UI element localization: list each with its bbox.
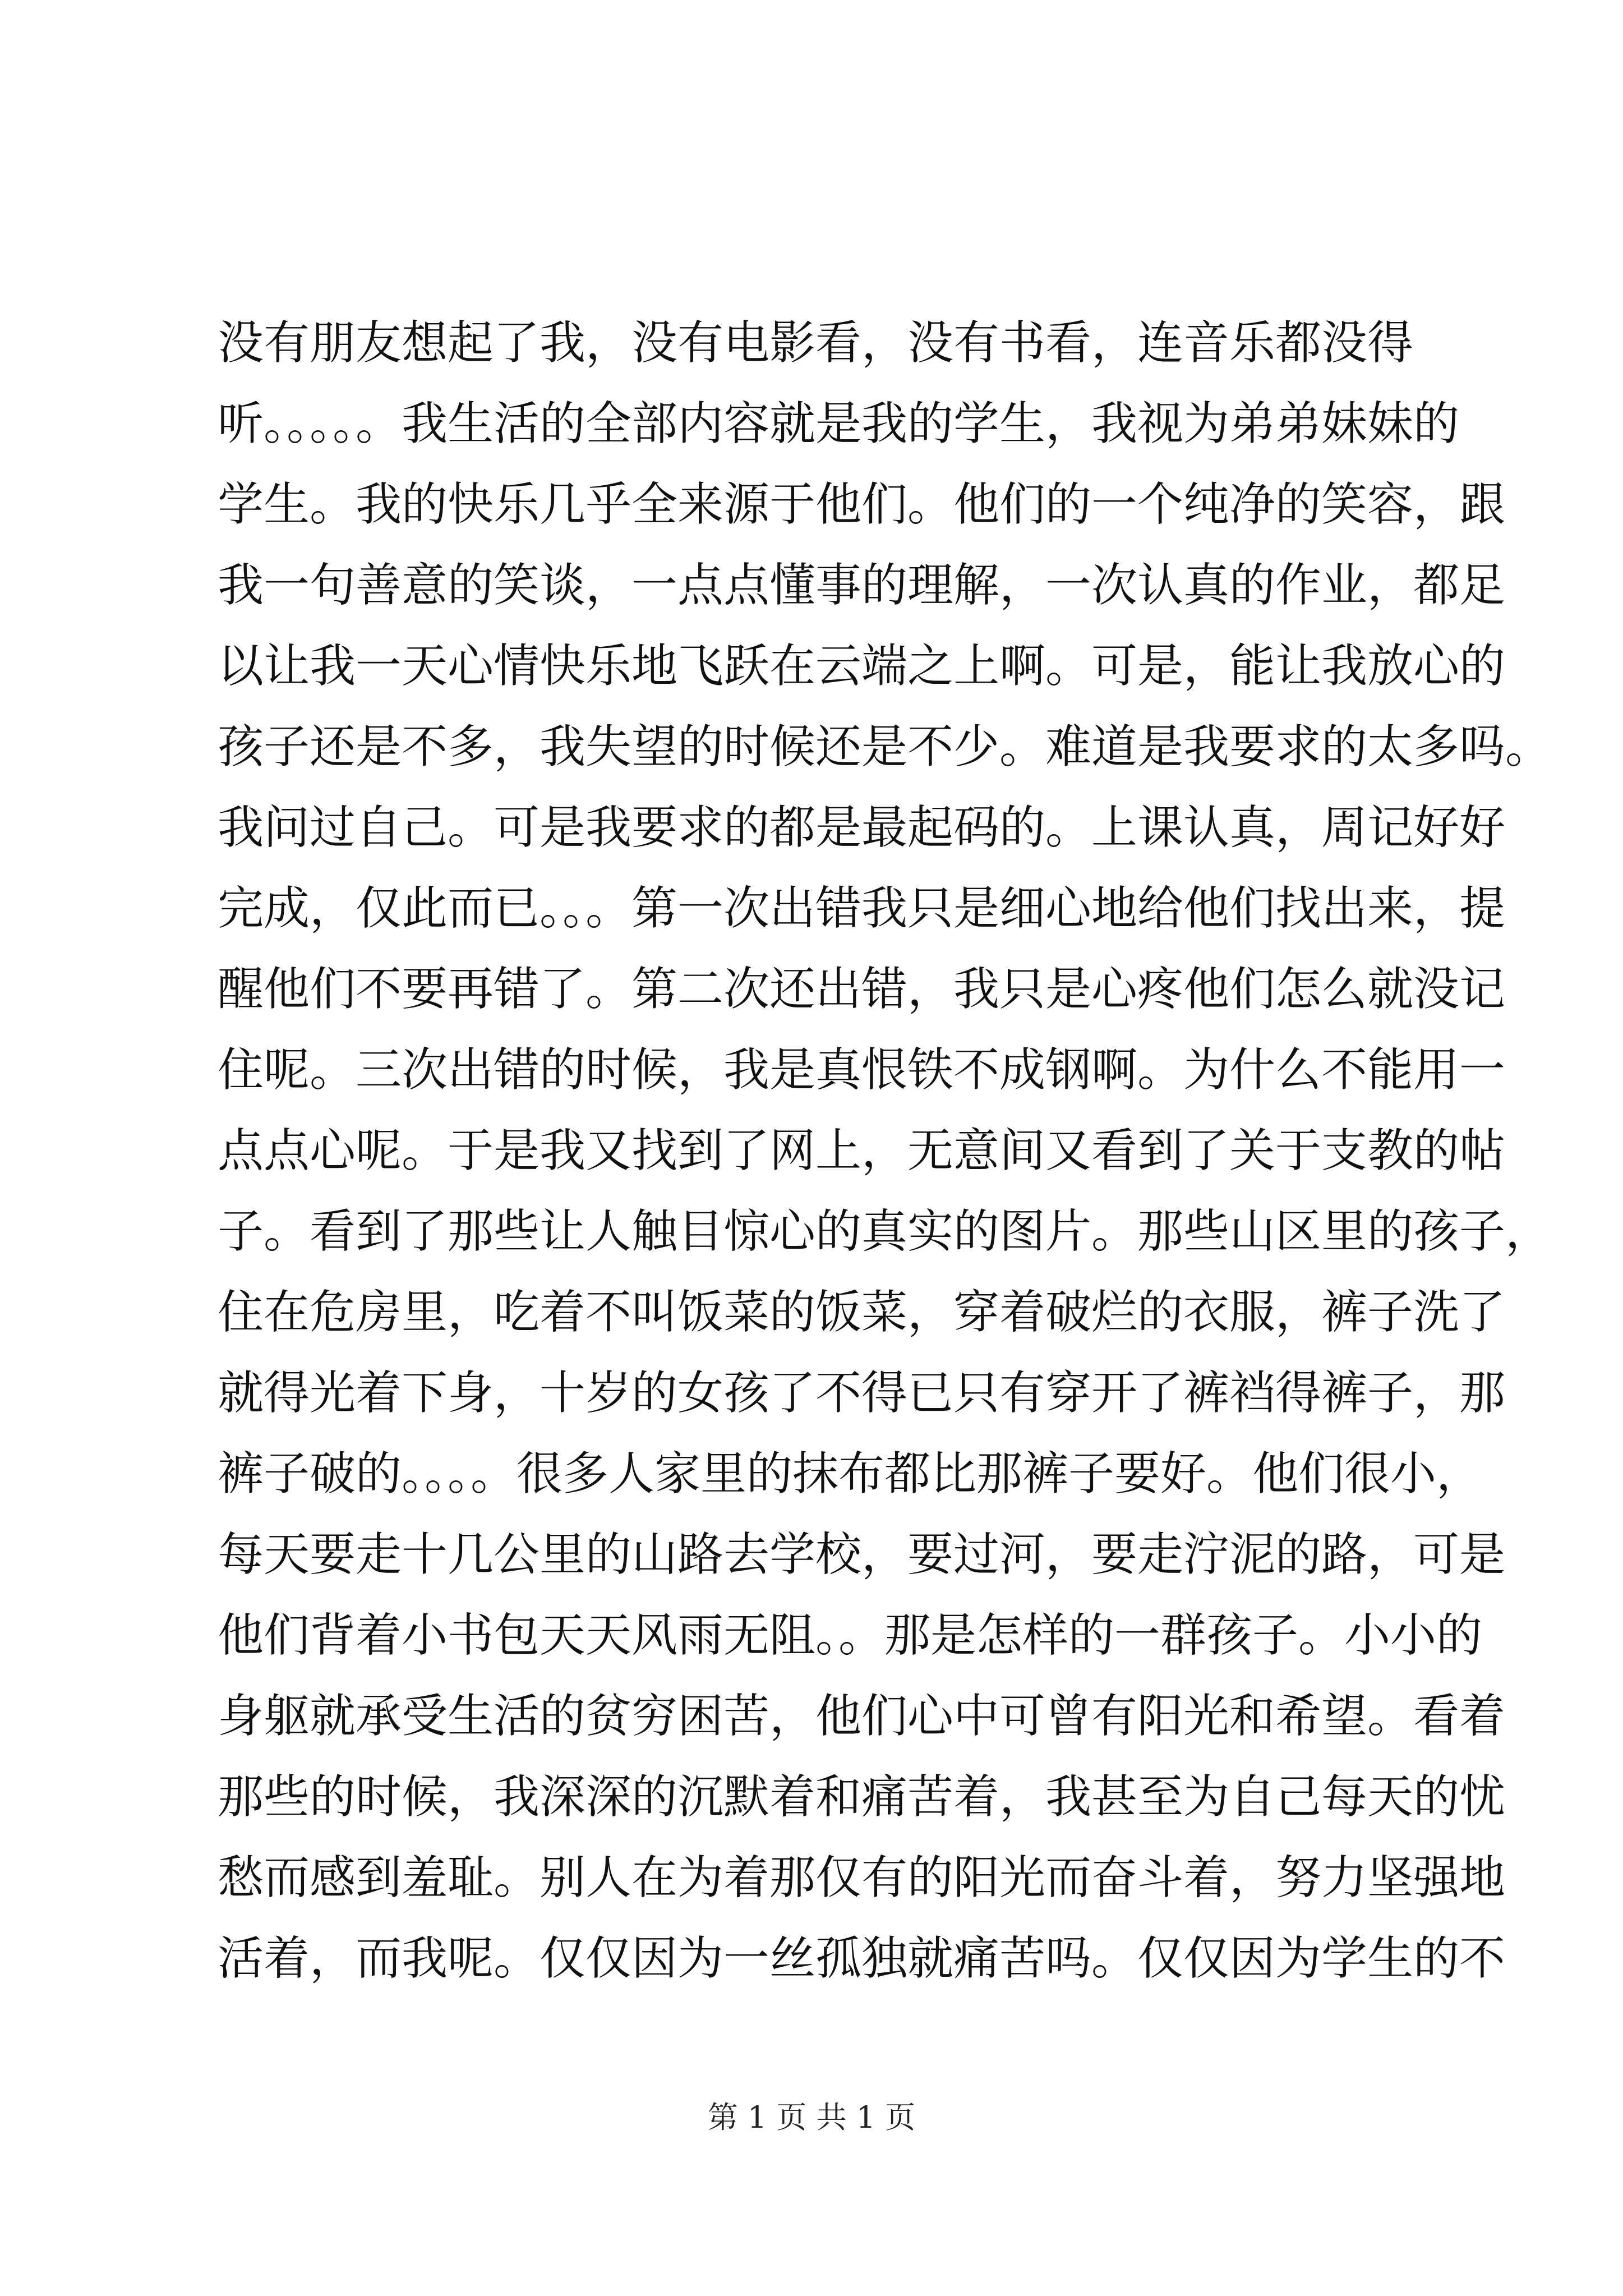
text-line: 就得光着下身，十岁的女孩了不得已只有穿开了裤裆得裤子，那 — [218, 1366, 1506, 1420]
text-line: 孩子还是不多，我失望的时候还是不少。难道是我要求的太多吗。 — [218, 720, 1552, 774]
text-line: 那些的时候，我深深的沉默着和痛苦着，我甚至为自己每天的忧 — [218, 1770, 1506, 1824]
text-line: 裤子破的。。。。很多人家里的抹布都比那裤子要好。他们很小， — [218, 1447, 1483, 1501]
text-line: 点点心呢。于是我又找到了网上，无意间又看到了关于支教的帖 — [218, 1124, 1506, 1177]
text-line: 没有朋友想起了我，没有电影看，没有书看，连音乐都没得 — [218, 316, 1414, 370]
body-text — [218, 303, 1552, 1999]
text-line: 住在危房里，吃着不叫饭菜的饭菜，穿着破烂的衣服，裤子洗了 — [218, 1286, 1506, 1339]
text-line: 愁而感到羞耻。别人在为着那仅有的阳光而奋斗着，努力坚强地 — [218, 1851, 1506, 1904]
text-line: 以让我一天心情快乐地飞跃在云端之上啊。可是，能让我放心的 — [218, 639, 1506, 693]
text-line: 完成，仅此而已。。。第一次出错我只是细心地给他们找出来，提 — [218, 882, 1506, 935]
text-line: 醒他们不要再错了。第二次还出错，我只是心疼他们怎么就没记 — [218, 963, 1506, 1016]
text-line: 子。看到了那些让人触目惊心的真实的图片。那些山区里的孩子， — [218, 1205, 1552, 1258]
text-line: 学生。我的快乐几乎全来源于他们。他们的一个纯净的笑容，跟 — [218, 478, 1506, 531]
text-line: 活着，而我呢。仅仅因为一丝孤独就痛苦吗。仅仅因为学生的不 — [218, 1932, 1506, 1985]
text-line: 每天要走十几公里的山路去学校，要过河，要走泞泥的路，可是 — [218, 1528, 1506, 1581]
page-footer: 第 1 页 共 1 页 — [707, 2100, 916, 2135]
text-line: 身躯就承受生活的贫穷困苦，他们心中可曾有阳光和希望。看着 — [218, 1690, 1506, 1743]
text-line: 听。。。。。我生活的全部内容就是我的学生，我视为弟弟妹妹的 — [218, 397, 1460, 450]
text-line: 住呢。三次出错的时候，我是真恨铁不成钢啊。为什么不能用一 — [218, 1043, 1506, 1097]
text-line: 我一句善意的笑谈，一点点懂事的理解，一次认真的作业，都足 — [218, 559, 1506, 612]
text-line: 我问过自己。可是我要求的都是最起码的。上课认真，周记好好 — [218, 801, 1506, 854]
text-line: 他们背着小书包天天风雨无阻。。那是怎样的一群孩子。小小的 — [218, 1609, 1483, 1662]
